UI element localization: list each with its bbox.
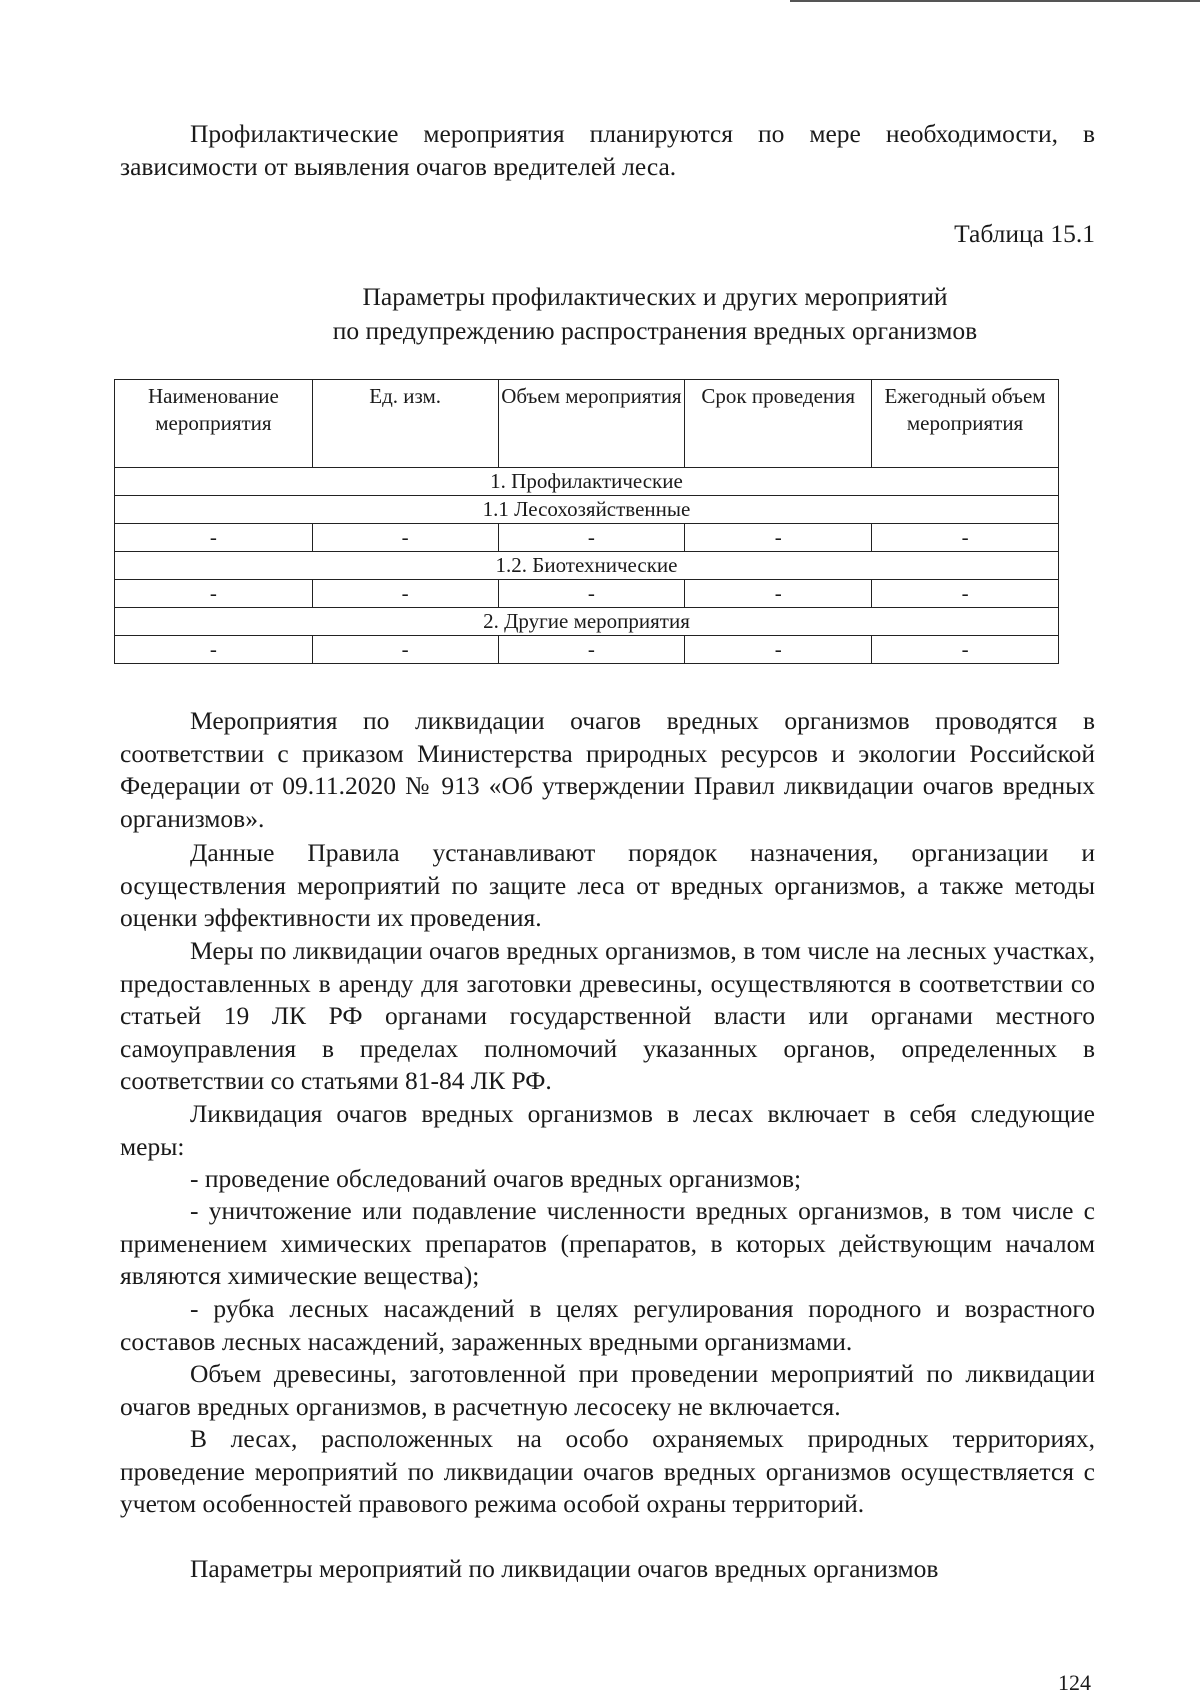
table-header-row: [115, 380, 1059, 468]
header-volume: Объем мероприятия: [498, 380, 685, 468]
table-cell: -: [498, 636, 685, 664]
paragraph-liquidation: Ликвидация очагов вредных организмов в лесах включает в себя следующие меры:: [120, 1099, 1095, 1161]
table-cell: -: [872, 580, 1059, 608]
section-row: [115, 496, 1059, 524]
table-cell: -: [685, 524, 872, 552]
table-cell: -: [872, 524, 1059, 552]
table-cell: -: [498, 524, 685, 552]
table-cell: -: [312, 636, 498, 664]
paragraph-order: Мероприятия по ликвидации очагов вредных организмов проводятся в соответствии с приказом Министерства природных ресурсов и экологии Российской Федерации от 09.11.2020 № 913 «Об утверждении Правил ликвидации очагов вредных организмов».: [120, 706, 1095, 833]
table-cell: -: [312, 580, 498, 608]
paragraph-measures: Меры по ликвидации очагов вредных организмов, в том числе на лесных участках, предоставленных в аренду для заготовки древесины, осуществляются в соответствии со статьей 19 ЛК РФ органами государственной власти или органами местного самоуправления в пределах полномочий указанных органов, определенных в соответствии со статьями 81-84 ЛК РФ.: [120, 936, 1095, 1095]
table-cell: -: [115, 524, 313, 552]
table-cell: -: [685, 636, 872, 664]
section-row: [115, 468, 1059, 496]
list-item-felling: - рубка лесных насаждений в целях регулирования породного и возрастного составов лесных насаждений, зараженных вредными организмами.: [120, 1294, 1095, 1356]
page-number: 124: [1058, 1670, 1091, 1695]
section-forestry: 1.1 Лесохозяйственные: [115, 496, 1059, 524]
measures-table: [114, 379, 1059, 664]
list-item-survey: - проведение обследований очагов вредных организмов;: [190, 1164, 802, 1193]
table-title-line-2: по предупреждению распространения вредных организмов: [332, 316, 978, 345]
section-prophylactic: 1. Профилактические: [115, 468, 1059, 496]
table-cell: -: [115, 580, 313, 608]
table-title-line-1: Параметры профилактических и других мероприятий: [362, 282, 948, 311]
table-row: [115, 636, 1059, 664]
table-cell: -: [685, 580, 872, 608]
header-unit: Ед. изм.: [312, 380, 498, 468]
section-other: 2. Другие мероприятия: [115, 608, 1059, 636]
table-row: [115, 580, 1059, 608]
section-row: [115, 608, 1059, 636]
header-annual-volume: Ежегодный объем мероприятия: [872, 380, 1059, 468]
table-label: Таблица 15.1: [954, 219, 1095, 248]
scan-edge-line: [790, 0, 1200, 2]
section-biotechnical: 1.2. Биотехнические: [115, 552, 1059, 580]
table-cell: -: [312, 524, 498, 552]
table-cell: -: [115, 636, 313, 664]
table-title: [120, 280, 1190, 348]
paragraph-protected-areas: В лесах, расположенных на особо охраняемых природных территориях, проведение мероприятий по ликвидации очагов вредных организмов осуществляется с учетом особенностей правового режима особой охраны территорий.: [120, 1424, 1095, 1518]
table-cell: -: [498, 580, 685, 608]
paragraph-parameters: Параметры мероприятий по ликвидации очагов вредных организмов: [190, 1554, 939, 1583]
header-term: Срок проведения: [685, 380, 872, 468]
paragraph-rules: Данные Правила устанавливают порядок назначения, организации и осуществления мероприятий по защите леса от вредных организмов, а также методы оценки эффективности их проведения.: [120, 838, 1095, 932]
table-cell: -: [872, 636, 1059, 664]
intro-paragraph: Профилактические мероприятия планируются по мере необходимости, в зависимости от выявления очагов вредителей леса.: [120, 119, 1095, 181]
table-row: [115, 524, 1059, 552]
list-item-suppression: - уничтожение или подавление численности вредных организмов, в том числе с применением химических препаратов (препаратов, в которых действующим началом являются химические вещества);: [120, 1196, 1095, 1290]
header-name: Наименование мероприятия: [115, 380, 313, 468]
section-row: [115, 552, 1059, 580]
paragraph-timber-volume: Объем древесины, заготовленной при проведении мероприятий по ликвидации очагов вредных организмов, в расчетную лесосеку не включается.: [120, 1359, 1095, 1421]
